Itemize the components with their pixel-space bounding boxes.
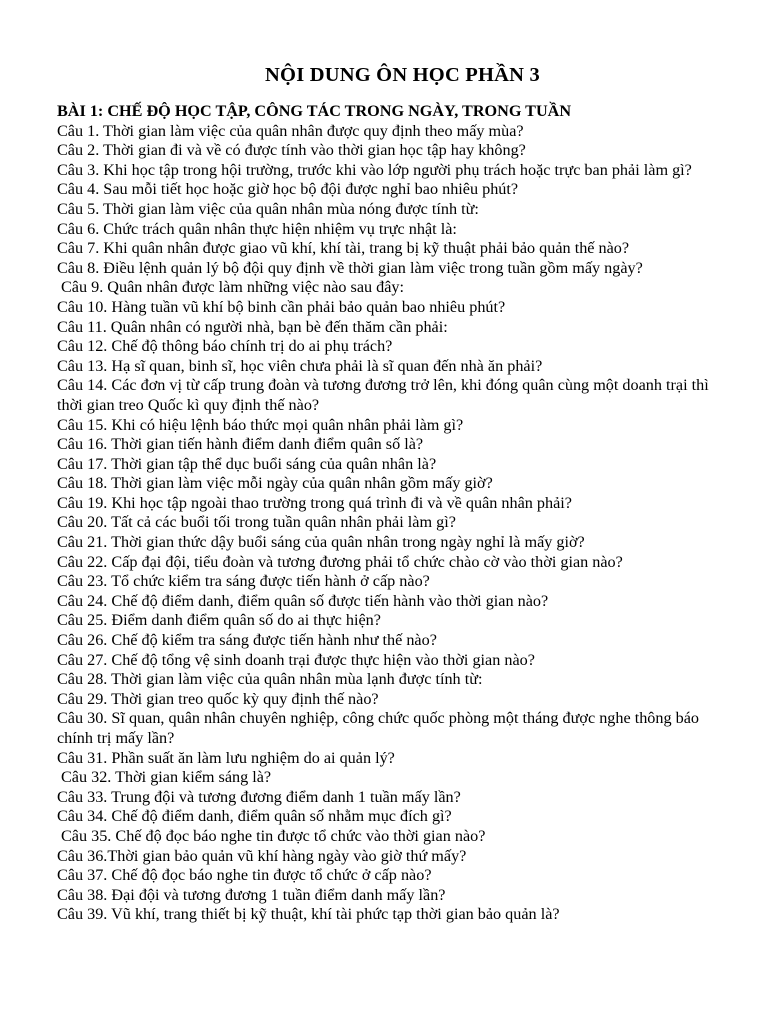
question-item: Câu 2. Thời gian đi và về có được tính vào thời gian học tập hay không? [57,141,526,160]
question-item: Câu 38. Đại đội và tương đương 1 tuần điểm danh mấy lần? [57,885,446,904]
question-item: Câu 18. Thời gian làm việc mỗi ngày của quân nhân gồm mấy giờ? [57,474,493,493]
question-item: Câu 21. Thời gian thức dậy buổi sáng của quân nhân trong ngày nghỉ là mấy giờ? [57,533,585,552]
document-title: NỘI DUNG ÔN HỌC PHẦN 3 [265,64,540,86]
question-item: Câu 26. Chế độ kiểm tra sáng được tiến hành như thế nào? [57,631,437,650]
question-item: Câu 6. Chức trách quân nhân thực hiện nhiệm vụ trực nhật là: [57,219,457,238]
question-item: Câu 19. Khi học tập ngoài thao trường trong quá trình đi và về quân nhân phải? [57,493,572,512]
question-item: Câu 9. Quân nhân được làm những việc nào sau đây: [61,278,405,297]
question-item: Câu 32. Thời gian kiểm sáng là? [61,768,272,787]
question-item: Câu 35. Chế độ đọc báo nghe tin được tổ chức vào thời gian nào? [61,826,486,845]
question-item: Câu 7. Khi quân nhân được giao vũ khí, khí tài, trang bị kỹ thuật phải bảo quản thế nào? [57,239,630,258]
question-item: Câu 13. Hạ sĩ quan, binh sĩ, học viên chưa phải là sĩ quan đến nhà ăn phải? [57,356,543,375]
question-item: Câu 8. Điều lệnh quản lý bộ đội quy định về thời gian làm việc trong tuần gồm mấy ngày? [57,258,643,277]
question-list [57,122,728,925]
question-item: Câu 25. Điểm danh điểm quân số do ai thực hiện? [57,611,381,630]
question-item: Câu 3. Khi học tập trong hội trường, trước khi vào lớp người phụ trách hoặc trực ban phải làm gì? [57,160,692,179]
question-item: Câu 37. Chế độ đọc báo nghe tin được tổ chức ở cấp nào? [57,866,432,885]
question-item: Câu 12. Chế độ thông báo chính trị do ai phụ trách? [57,337,393,356]
question-item: Câu 16. Thời gian tiến hành điểm danh điểm quân số là? [57,435,424,454]
question-item: Câu 10. Hàng tuần vũ khí bộ binh cần phải bảo quản bao nhiêu phút? [57,297,506,316]
question-item: Câu 29. Thời gian treo quốc kỳ quy định thế nào? [57,689,379,708]
question-item: Câu 1. Thời gian làm việc của quân nhân được quy định theo mấy mùa? [57,121,524,140]
question-item: Câu 15. Khi có hiệu lệnh báo thức mọi quân nhân phải làm gì? [57,415,464,434]
question-item: Câu 27. Chế độ tổng vệ sinh doanh trại được thực hiện vào thời gian nào? [57,650,535,669]
question-item: Câu 28. Thời gian làm việc của quân nhân mùa lạnh được tính từ: [57,670,483,689]
section-heading: BÀI 1: CHẾ ĐỘ HỌC TẬP, CÔNG TÁC TRONG NGÀY, TRONG TUẦN [57,102,572,120]
question-item: Câu 39. Vũ khí, trang thiết bị kỹ thuật, khí tài phức tạp thời gian bảo quản là? [57,905,560,924]
question-item: Câu 23. Tổ chức kiểm tra sáng được tiến hành ở cấp nào? [57,572,430,591]
question-item: Câu 14. Các đơn vị từ cấp trung đoàn và tương đương trở lên, khi đóng quân cùng một doanh trại thì thời gian treo Quốc kì quy định thế nào? [57,376,709,414]
question-item: Câu 36.Thời gian bảo quản vũ khí hàng ngày vào giờ thứ mấy? [57,846,467,865]
question-item: Câu 17. Thời gian tập thể dục buổi sáng của quân nhân là? [57,454,437,473]
question-item: Câu 30. Sĩ quan, quân nhân chuyên nghiệp, công chức quốc phòng một tháng được nghe thông báo chính trị mấy lần? [57,709,700,747]
question-item: Câu 22. Cấp đại đội, tiểu đoàn và tương đương phải tổ chức chào cờ vào thời gian nào? [57,552,623,571]
question-item: Câu 20. Tất cả các buổi tối trong tuần quân nhân phải làm gì? [57,513,456,532]
question-item: Câu 34. Chế độ điểm danh, điểm quân số nhằm mục đích gì? [57,807,452,826]
question-item: Câu 33. Trung đội và tương đương điểm danh 1 tuần mấy lần? [57,787,461,806]
question-item: Câu 11. Quân nhân có người nhà, bạn bè đến thăm cần phải: [57,317,448,336]
question-item: Câu 4. Sau mỗi tiết học hoặc giờ học bộ đội được nghỉ bao nhiêu phút? [57,180,519,199]
question-item: Câu 31. Phần suất ăn làm lưu nghiệm do ai quản lý? [57,748,395,767]
question-item: Câu 5. Thời gian làm việc của quân nhân mùa nóng được tính từ: [57,199,479,218]
question-item: Câu 24. Chế độ điểm danh, điểm quân số được tiến hành vào thời gian nào? [57,591,549,610]
